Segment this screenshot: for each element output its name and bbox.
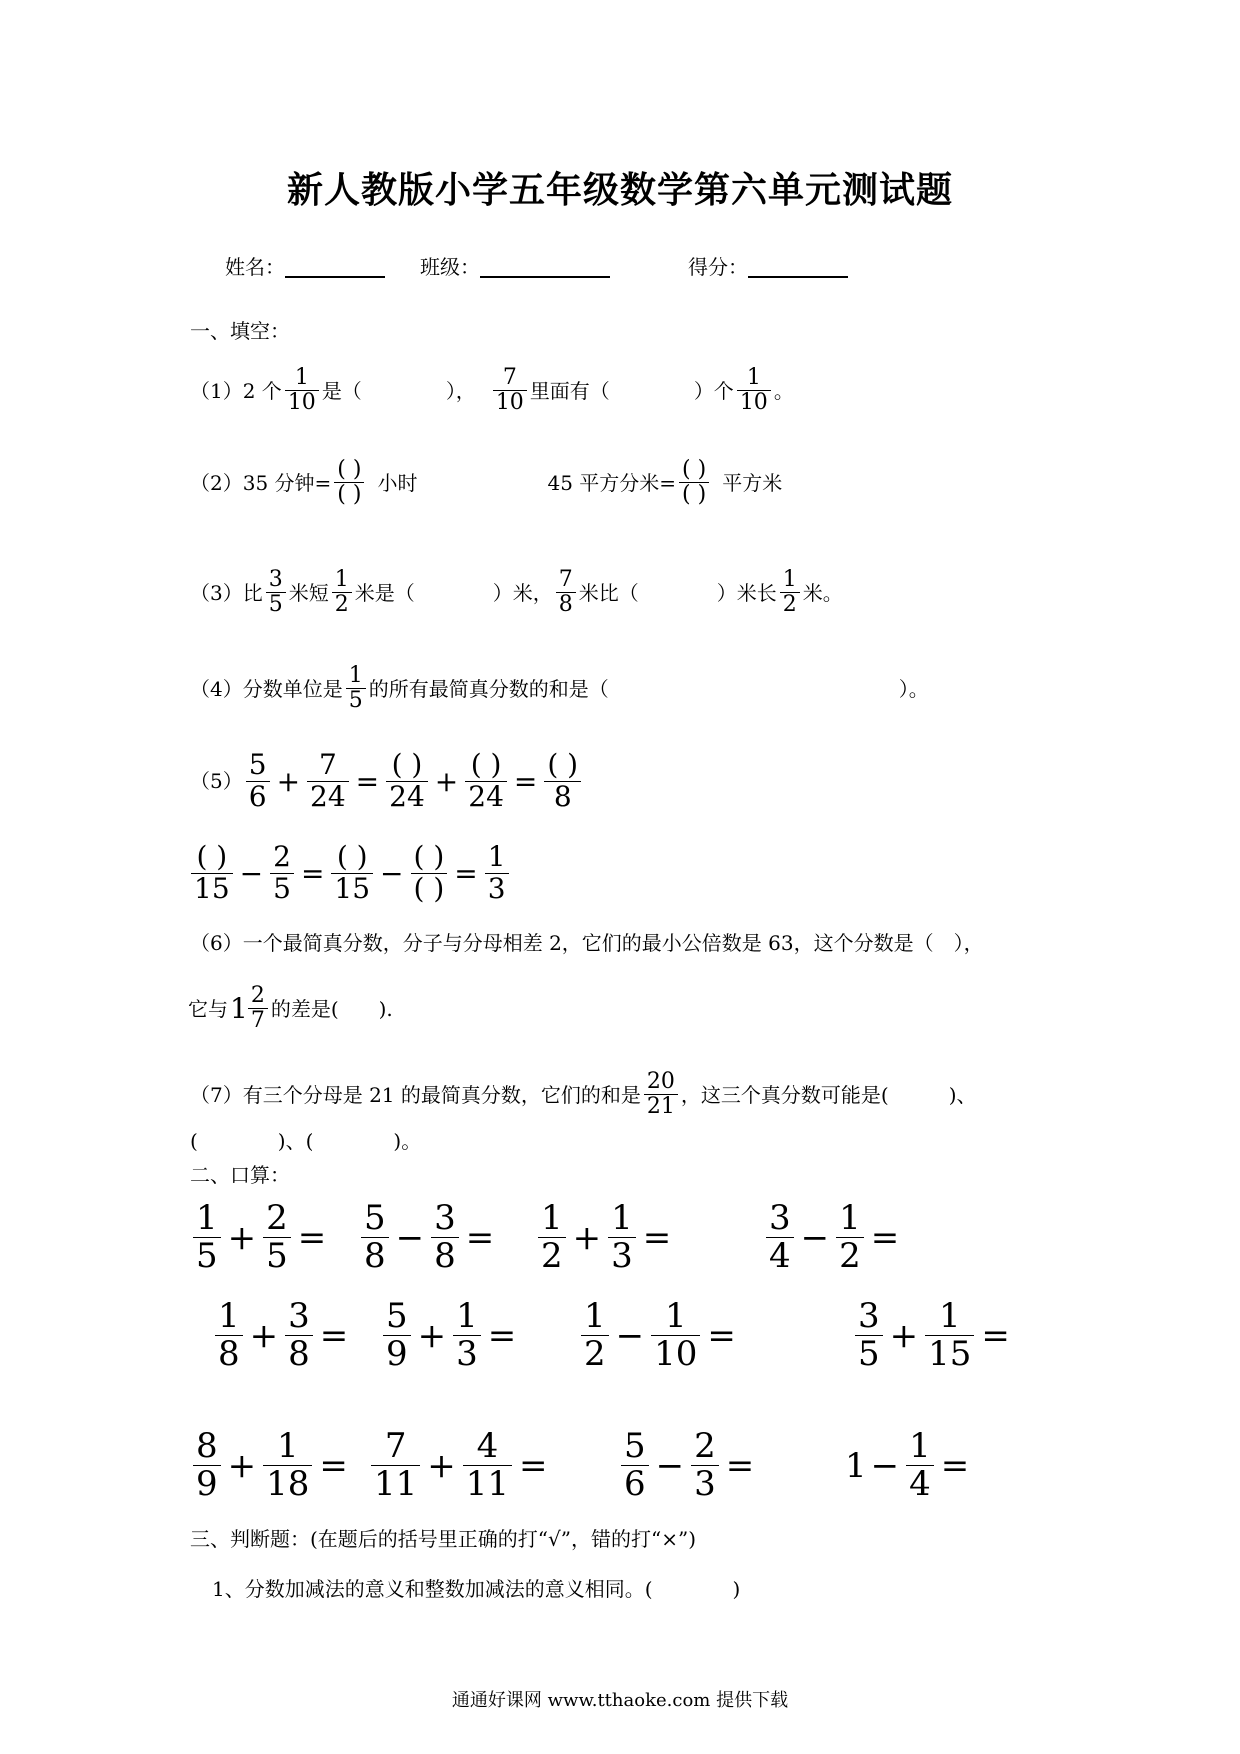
fraction-a: 1 8 [215,1298,243,1374]
fraction-b: 1 3 [453,1298,481,1374]
oral-problem [578,1298,740,1374]
q1-text-d: 里面有（ [529,378,610,403]
equals-sign: = [319,1315,349,1356]
q3-text-a: （3）比 [190,580,263,605]
oral-problem [380,1298,520,1374]
q5-l2-fraction-5: 1 3 [485,842,509,905]
section1-heading: 一、填空： [190,319,290,343]
class-label: 班级： [420,255,480,279]
equals-sign: = [642,1217,672,1258]
fraction-b: 1 10 [651,1298,700,1374]
equals-sign: = [981,1315,1010,1356]
minus-sign: − [380,856,404,890]
question-5-line-2 [188,842,512,905]
oral-problem [845,1428,973,1504]
q5-l2-fraction-1[interactable]: ( ) 15 [191,842,233,905]
q3-fraction-3: 7 8 [556,568,576,617]
operator-sign: − [615,1315,645,1356]
q2-fraction-2[interactable]: ( ) ( ) [679,458,709,507]
name-field [225,254,385,280]
q4-text-b: 的所有最简真分数的和是（ [368,676,609,701]
name-label: 姓名： [225,255,285,279]
oral-problem [190,1428,352,1504]
q3-fraction-2: 1 2 [332,568,352,617]
q1-text-b: 是（ [321,378,362,403]
q1-text-a: （1）2 个 [190,378,282,403]
q5-l1-fraction-4[interactable]: ( ) 24 [465,750,507,813]
minus-sign: − [239,856,264,890]
equals-sign: = [454,856,478,890]
question-6-line-1: （6）一个最简真分数，分子与分母相差 2，它们的最小公倍数是 63，这个分数是（ ）， [190,931,984,955]
fraction-b: 1 18 [263,1428,312,1504]
question-7-line-2: ( )、( )。 [190,1129,422,1153]
q2-text-a: （2）35 分钟= [190,470,332,495]
fraction-a: 3 5 [855,1298,883,1374]
fraction-b: 3 8 [285,1298,313,1374]
q3-fraction-4: 1 2 [780,568,800,617]
q5-l1-fraction-2: 7 24 [307,750,349,813]
whole-number: 1 [845,1445,867,1486]
page-title: 新人教版小学五年级数学第六单元测试题 [286,170,953,211]
oral-problem [535,1200,675,1276]
q4-fraction: 1 5 [346,664,366,713]
q5-l1-fraction-1: 5 6 [246,750,270,813]
page-footer: 通通好课网 www.tthaoke.com 提供下载 [451,1690,789,1711]
fraction-a: 5 8 [361,1200,389,1276]
q5-l1-fraction-5[interactable]: ( ) 8 [544,750,581,813]
q4-text-c: ）。 [898,676,929,701]
q3-text-f: ）米长 [716,580,777,605]
question-1 [190,366,794,415]
fraction-a: 3 4 [766,1200,794,1276]
q2-text-b: 小时 [377,470,418,495]
q6-text-c: 的差是( ). [270,996,393,1021]
q6-whole-number: 1 [230,991,248,1025]
equals-sign: = [707,1315,736,1356]
equals-sign: = [319,1445,348,1486]
judgement-question-1: 1、分数加减法的意义和整数加减法的意义相同。( ) [212,1577,741,1601]
operator-sign: − [395,1217,425,1258]
fraction-a: 5 9 [383,1298,411,1374]
operator-sign: − [655,1445,685,1486]
operator-sign: + [227,1217,257,1258]
q4-text-a: （4）分数单位是 [190,676,343,701]
section3-heading: 三、判断题：(在题后的括号里正确的打“√”，错的打“×”) [190,1527,697,1551]
q3-fraction-1: 3 5 [266,568,286,617]
equals-sign: = [725,1445,755,1486]
q5-label: （5） [190,769,243,794]
operator-sign: + [889,1315,919,1356]
fraction-b: 2 5 [263,1200,291,1276]
q5-l2-fraction-2: 2 5 [270,842,294,905]
fraction-b: 3 8 [431,1200,459,1276]
q2-text-d: 平方米 [722,470,783,495]
plus-sign: + [276,764,301,798]
q1-text-f: 。 [773,378,794,403]
q5-l2-fraction-4[interactable]: ( ) ( ) [411,842,448,905]
question-6-line-2 [188,984,393,1033]
score-blank[interactable] [748,254,848,278]
score-field [688,254,848,280]
plus-sign: + [434,764,459,798]
oral-problem [358,1200,498,1276]
q2-fraction-1[interactable]: ( ) ( ) [334,458,364,507]
class-blank[interactable] [480,254,610,278]
q1-fraction-2: 7 10 [493,366,527,415]
fraction-b: 4 11 [463,1428,512,1504]
q3-text-e: 米比（ [578,580,639,605]
question-7-line-1 [190,1070,977,1119]
q7-text-a: （7）有三个分母是 21 的最简真分数，它们的和是 [190,1082,641,1107]
q6-text-b: 它与 [188,996,228,1021]
q1-fraction-1: 1 10 [285,366,319,415]
score-label: 得分： [688,255,748,279]
fraction-b: 1 4 [906,1428,934,1504]
fraction-b: 1 2 [836,1200,864,1276]
oral-problem [763,1200,903,1276]
operator-sign: − [870,1445,900,1486]
class-field [420,254,610,280]
oral-problem [212,1298,352,1374]
question-2 [190,458,782,507]
fraction-a: 7 11 [371,1428,420,1504]
equals-sign: = [487,1315,517,1356]
operator-sign: + [572,1217,602,1258]
q3-text-b: 米短 [288,580,329,605]
fraction-a: 1 5 [193,1200,221,1276]
q3-text-g: 米。 [802,580,843,605]
q1-text-e: ）个 [693,378,734,403]
question-3 [190,568,843,617]
question-5-line-1 [190,750,584,813]
fraction-a: 8 9 [193,1428,221,1504]
q7-fraction: 20 21 [644,1070,678,1119]
operator-sign: + [227,1445,257,1486]
operator-sign: − [800,1217,830,1258]
fraction-b: 1 3 [608,1200,636,1276]
operator-sign: + [249,1315,279,1356]
operator-sign: + [427,1445,456,1486]
oral-problem [368,1428,552,1504]
equals-sign: = [513,764,538,798]
equals-sign: = [465,1217,495,1258]
q3-text-c: 米是（ [354,580,415,605]
equals-sign: = [519,1445,548,1486]
q6-fraction: 2 7 [248,984,268,1033]
fraction-b: 2 3 [691,1428,719,1504]
equals-sign: = [355,764,380,798]
equals-sign: = [870,1217,900,1258]
section2-heading: 二、口算： [190,1163,290,1187]
fraction-a: 1 2 [538,1200,566,1276]
q2-text-c: 45 平方分米= [547,470,677,495]
name-blank[interactable] [285,254,385,278]
q5-l1-fraction-3[interactable]: ( ) 24 [386,750,428,813]
oral-problem [852,1298,1014,1374]
q5-l2-fraction-3[interactable]: ( ) 15 [331,842,373,905]
fraction-a: 5 6 [621,1428,649,1504]
question-4 [190,664,929,713]
q7-text-b: ，这三个真分数可能是( )、 [680,1082,977,1107]
equals-sign: = [940,1445,970,1486]
equals-sign: = [300,856,325,890]
fraction-b: 1 15 [925,1298,974,1374]
oral-problem [190,1200,330,1276]
operator-sign: + [417,1315,447,1356]
equals-sign: = [297,1217,327,1258]
q1-text-c: ）， [445,378,476,403]
q3-text-d: ）米， [492,580,553,605]
q1-fraction-3: 1 10 [737,366,771,415]
oral-problem [618,1428,758,1504]
fraction-a: 1 2 [581,1298,609,1374]
